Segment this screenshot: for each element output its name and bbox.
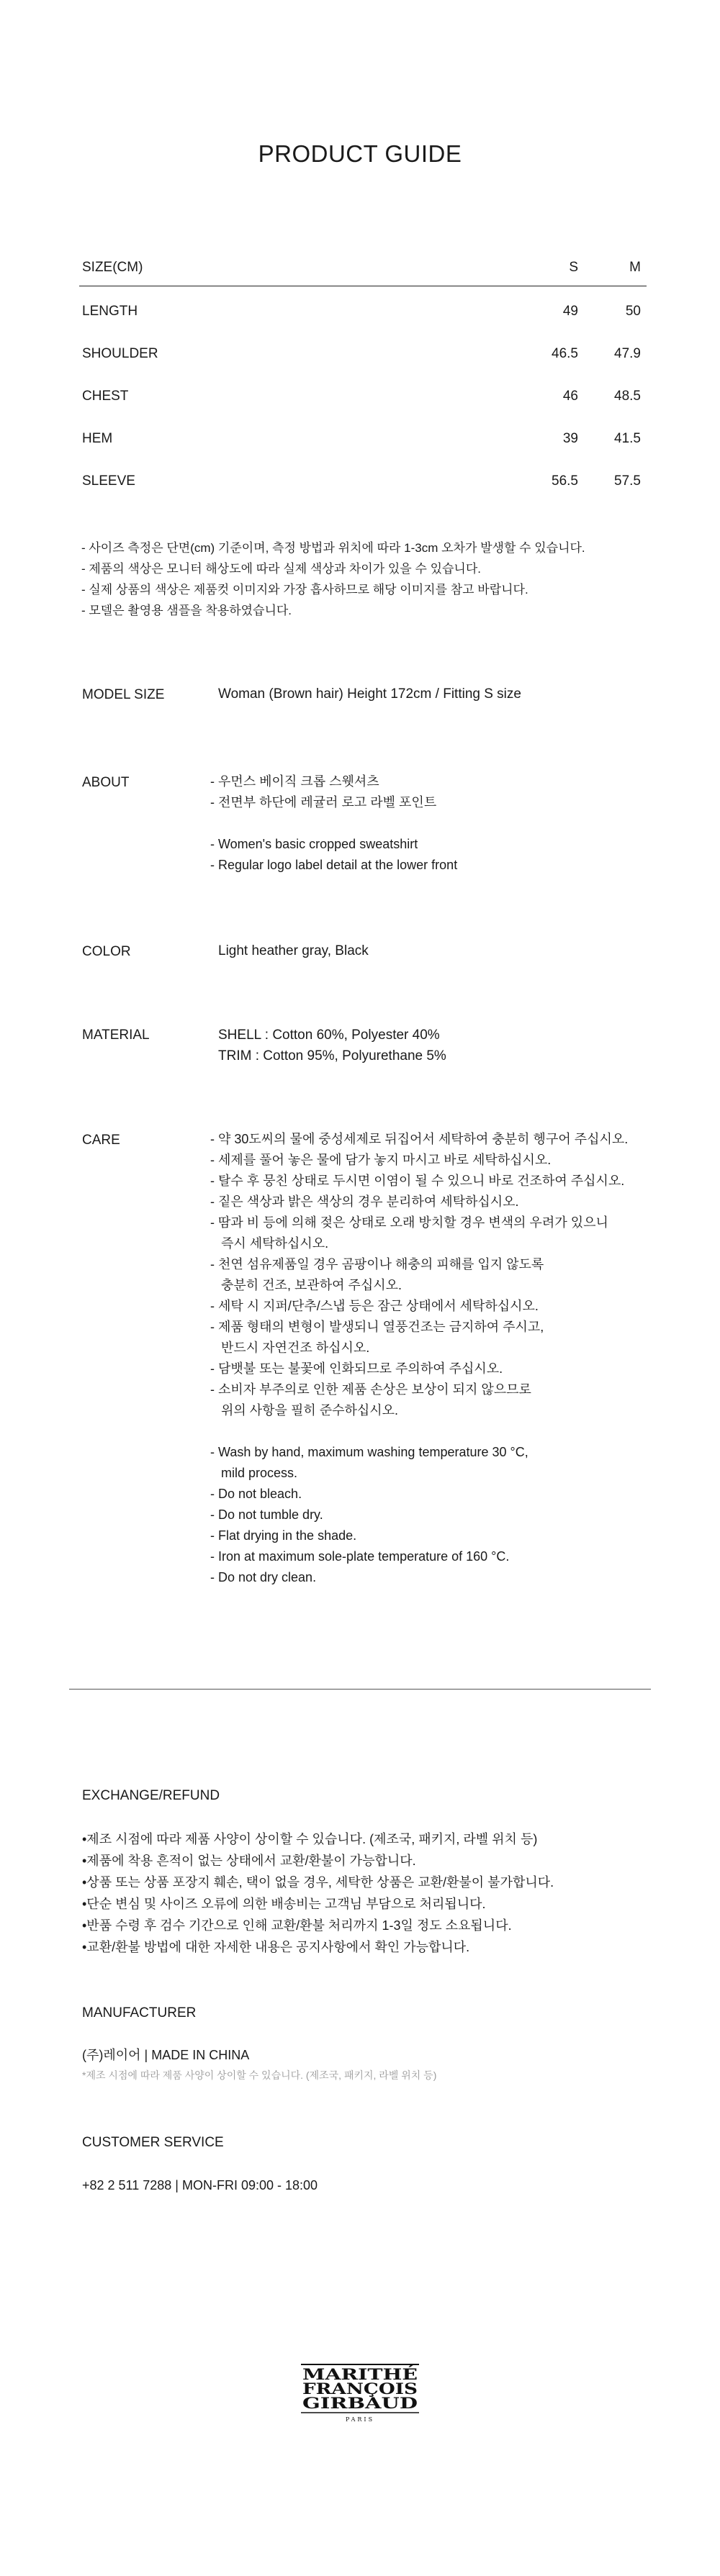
care-line: - 땀과 비 등에 의해 젖은 상태로 오래 방치할 경우 변색의 우려가 있으니 — [210, 1215, 608, 1230]
note-line: - 제품의 색상은 모니터 해상도에 따라 실제 색상과 차이가 있을 수 있습니다. — [81, 562, 481, 576]
table-row — [79, 375, 647, 417]
size-table — [79, 248, 647, 502]
row-value-m: 48.5 — [614, 388, 641, 404]
about-line: - 우먼스 베이직 크롭 스웻셔츠 — [210, 774, 379, 789]
customer-service-heading: CUSTOMER SERVICE — [82, 2135, 224, 2150]
row-value-m: 41.5 — [614, 430, 641, 446]
row-label: LENGTH — [82, 303, 138, 319]
exchange-line: •상품 또는 상품 포장지 훼손, 택이 없을 경우, 세탁한 상품은 교환/환불이 불가합니다. — [82, 1875, 554, 1890]
exchange-line: •제품에 착용 흔적이 없는 상태에서 교환/환불이 가능합니다. — [82, 1854, 416, 1868]
table-row — [79, 460, 647, 502]
about-line — [210, 813, 457, 834]
svg-text:MARITHÉ: MARITHÉ — [302, 2365, 418, 2383]
about-text — [210, 771, 457, 876]
manufacturer-value: (주)레이어 | MADE IN CHINA — [82, 2048, 250, 2062]
care-line: - Do not tumble dry. — [210, 1507, 323, 1522]
care-line: - 소비자 부주의로 인한 제품 손상은 보상이 되지 않으므로 — [210, 1382, 531, 1397]
about-line: - 전면부 하단에 레귤러 로고 라벨 포인트 — [210, 795, 437, 809]
brand-logo — [295, 2362, 425, 2427]
color-value: Light heather gray, Black — [218, 943, 369, 958]
care-line: 반드시 자연건조 하십시오. — [210, 1341, 370, 1355]
manufacturer-note: *제조 시점에 따라 제품 사양이 상이할 수 있습니다. (제조국, 패키지, 라벨 위치 등) — [82, 2069, 437, 2081]
row-value-m: 50 — [625, 303, 641, 319]
material-label: MATERIAL — [82, 1028, 150, 1043]
exchange-text — [82, 1828, 554, 1958]
color-label: COLOR — [82, 944, 131, 959]
care-line: - Iron at maximum sole-plate temperature of 160 °C. — [210, 1549, 510, 1564]
about-label: ABOUT — [82, 775, 130, 790]
customer-service-value: +82 2 511 7288 | MON-FRI 09:00 - 18:00 — [82, 2178, 318, 2192]
care-line: - 탈수 후 뭉친 상태로 두시면 이염이 될 수 있으니 바로 건조하여 주십시오. — [210, 1174, 625, 1188]
care-line: - Do not bleach. — [210, 1487, 302, 1501]
page-title: PRODUCT GUIDE — [258, 140, 462, 167]
exchange-line: •제조 시점에 따라 제품 사양이 상이할 수 있습니다. (제조국, 패키지, 라벨 위치 등) — [82, 1832, 538, 1846]
note-line: - 실제 상품의 색상은 제품컷 이미지와 가장 흡사하므로 해당 이미지를 참고 바랍니다. — [81, 583, 528, 597]
row-value-s: 46 — [562, 388, 578, 404]
row-label: SLEEVE — [82, 473, 135, 489]
model-size-value: Woman (Brown hair) Height 172cm / Fitting S size — [218, 686, 521, 702]
about-line: - Regular logo label detail at the lower front — [210, 858, 458, 872]
size-notes — [81, 538, 585, 621]
care-line: 위의 사항을 필히 준수하십시오. — [210, 1403, 399, 1418]
row-value-s: 49 — [562, 303, 578, 319]
svg-text:PARIS: PARIS — [345, 2416, 375, 2423]
size-header-m: M — [629, 260, 641, 275]
care-line: - Wash by hand, maximum washing temperature 30 °C, — [210, 1445, 528, 1459]
material-line: SHELL : Cotton 60%, Polyester 40% — [218, 1028, 440, 1043]
table-row — [79, 332, 647, 375]
care-line: - 천연 섬유제품일 경우 곰팡이나 해충의 피해를 입지 않도록 — [210, 1257, 544, 1271]
row-label: CHEST — [82, 388, 129, 404]
brand-logo-mark — [295, 2362, 425, 2427]
care-line: - 세제를 풀어 놓은 물에 담가 놓지 마시고 바로 세탁하십시오. — [210, 1153, 552, 1167]
row-value-m: 57.5 — [614, 473, 641, 489]
care-label: CARE — [82, 1133, 120, 1148]
exchange-line: •교환/환불 방법에 대한 자세한 내용은 공지사항에서 확인 가능합니다. — [82, 1940, 470, 1954]
model-size-label: MODEL SIZE — [82, 687, 165, 702]
row-value-s: 46.5 — [552, 345, 578, 361]
svg-text:FRANÇOIS: FRANÇOIS — [302, 2380, 418, 2398]
care-line: - Flat drying in the shade. — [210, 1528, 357, 1543]
care-line: 즉시 세탁하십시오. — [210, 1236, 329, 1251]
material-text — [218, 1025, 446, 1066]
size-table-header — [79, 248, 647, 286]
care-line: - 짙은 색상과 밝은 색상의 경우 분리하여 세탁하십시오. — [210, 1194, 519, 1209]
row-value-s: 39 — [562, 430, 578, 446]
care-text — [210, 1129, 628, 1588]
care-line — [210, 1421, 628, 1442]
row-label: HEM — [82, 430, 113, 446]
care-line: - 약 30도씨의 물에 중성세제로 뒤집어서 세탁하여 충분히 헹구어 주십시오. — [210, 1132, 629, 1146]
row-value-m: 47.9 — [614, 345, 641, 361]
note-line: - 사이즈 측정은 단면(cm) 기준이며, 측정 방법과 위치에 따라 1-3cm 오차가 발생할 수 있습니다. — [81, 541, 585, 555]
care-line: - Do not dry clean. — [210, 1570, 317, 1584]
section-divider — [69, 1689, 651, 1690]
exchange-line: •반품 수령 후 검수 기간으로 인해 교환/환불 처리까지 1-3일 정도 소요됩니다. — [82, 1918, 512, 1933]
size-header-s: S — [569, 260, 578, 275]
size-header-label: SIZE(CM) — [82, 260, 143, 275]
care-line: 충분히 건조, 보관하여 주십시오. — [210, 1278, 402, 1292]
about-line: - Women's basic cropped sweatshirt — [210, 837, 418, 851]
table-row — [79, 290, 647, 332]
care-line: - 담뱃불 또는 불꽃에 인화되므로 주의하여 주십시오. — [210, 1361, 503, 1376]
care-line: mild process. — [210, 1466, 298, 1480]
manufacturer-heading: MANUFACTURER — [82, 2005, 197, 2021]
table-row — [79, 417, 647, 460]
svg-text:GIRBAUD: GIRBAUD — [302, 2394, 418, 2412]
care-line: - 제품 형태의 변형이 발생되니 열풍건조는 금지하여 주시고, — [210, 1320, 544, 1334]
row-label: SHOULDER — [82, 345, 158, 361]
exchange-heading: EXCHANGE/REFUND — [82, 1788, 220, 1803]
material-line: TRIM : Cotton 95%, Polyurethane 5% — [218, 1048, 446, 1063]
exchange-line: •단순 변심 및 사이즈 오류에 의한 배송비는 고객님 부담으로 처리됩니다. — [82, 1897, 486, 1911]
care-line: - 세탁 시 지퍼/단추/스냅 등은 잠근 상태에서 세탁하십시오. — [210, 1299, 539, 1313]
row-value-s: 56.5 — [552, 473, 578, 489]
note-line: - 모델은 촬영용 샘플을 착용하였습니다. — [81, 604, 292, 617]
